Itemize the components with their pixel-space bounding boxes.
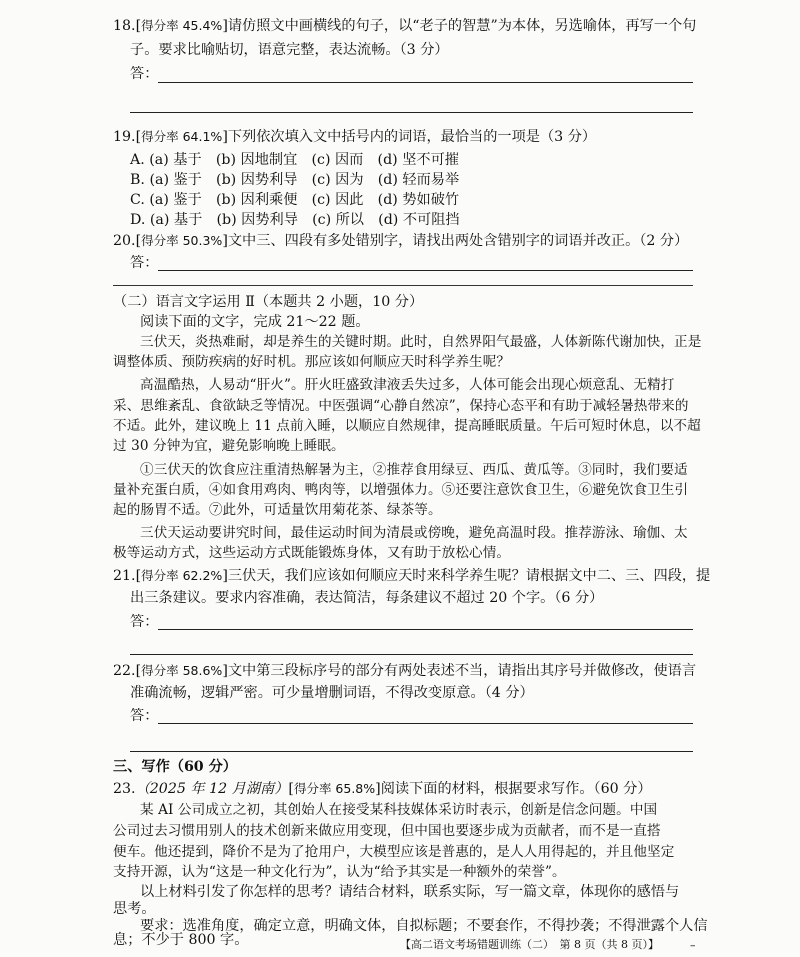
- score-rate-badge: 得分率 65.8%: [293, 781, 376, 796]
- section-divider: [113, 285, 693, 286]
- answer-line[interactable]: [130, 112, 693, 113]
- passage-line: 调整体质、预防疾病的好时机。那应该如何顺应天时科学养生呢？: [113, 354, 511, 370]
- question-number: 21.: [113, 568, 136, 584]
- score-rate-badge: 得分率 64.1%: [141, 129, 223, 144]
- passage-line: 不适。此外，建议晚上 11 点前入睡，以顺应自然规律，提高睡眠质量。午后可短时休息，以不超: [113, 418, 701, 434]
- question-number: 19.: [113, 129, 136, 145]
- material-line: 便车。他还提到，降价不是为了抢用户，大模型应该是普惠的，是人人用得起的，并且他坚定: [113, 844, 675, 860]
- passage-line: 采、思维紊乱、食欲缺乏等情况。中医强调“心静自然凉”，保持心态平和有助于减轻暑热带来的: [113, 398, 689, 414]
- answer-line[interactable]: [130, 751, 693, 752]
- page-footer: 【高二语文考场错题训练（二） 第 8 页（共 8 页）】: [400, 938, 659, 951]
- question-text: 文中第三段标序号的部分有两处表述不当，请指出其序号并做修改，使语言: [227, 663, 697, 679]
- question-text: 下列依次填入文中括号内的词语，最恰当的一项是（3 分）: [227, 129, 597, 145]
- answer-label: 答：: [130, 66, 159, 82]
- reading-intro: 阅读下面的文字，完成 21～22 题。: [140, 314, 370, 330]
- writing-requirement: 要求：选准角度，确定立意，明确文体，自拟标题；不要套作，不得抄袭；不得泄露个人信: [140, 918, 708, 934]
- question-text: 文中三、四段有多处错别字，请找出两处含错别字的词语并改正。（2 分）: [227, 233, 689, 249]
- option-c: C. (a) 鉴于 (b) 因利乘便 (c) 因此 (d) 势如破竹: [130, 192, 460, 208]
- question-22-line-1: 22.[得分率 58.6%]文中第三段标序号的部分有两处表述不当，请指出其序号并做修改，使语言: [113, 663, 697, 679]
- section-heading: 三、写作（60 分）: [113, 759, 237, 775]
- section-heading: （二）语言文字运用 Ⅱ（本题共 2 小题，10 分）: [113, 294, 424, 310]
- answer-label: 答：: [130, 614, 159, 630]
- material-line: 支持开源，认为“这是一种文化行为”，认为“给予其实是一种额外的荣誉”。: [113, 864, 566, 880]
- option-a: A. (a) 基于 (b) 因地制宜 (c) 因而 (d) 坚不可摧: [130, 152, 459, 168]
- passage-line: 过 30 分钟为宜，避免影响晚上睡眠。: [113, 438, 345, 454]
- writing-requirement: 息；不少于 800 字。: [113, 932, 249, 948]
- score-rate-badge: 得分率 62.2%: [141, 568, 223, 583]
- passage-line: ①三伏天的饮食应注重清热解暑为主，②推荐食用绿豆、西瓜、黄瓜等。③同时，我们要适: [140, 462, 688, 478]
- score-rate-badge: 得分率 58.6%: [141, 663, 223, 678]
- question-text: 阅读下面的材料，根据要求写作。（60 分）: [380, 781, 652, 797]
- question-18-line-1: 18.[得分率 45.4%]请仿照文中画横线的句子，以“老子的智慧”为本体，另选喻体，再写一个句: [113, 18, 697, 34]
- question-number: 20.: [113, 233, 136, 249]
- question-text: 请仿照文中画横线的句子，以“老子的智慧”为本体，另选喻体，再写一个句: [227, 18, 697, 34]
- question-23-stem: 23.（2025 年 12 月湖南）[得分率 65.8%]阅读下面的材料，根据要求写作。（60 分）: [113, 781, 652, 797]
- score-rate-badge: 得分率 45.4%: [141, 18, 223, 33]
- question-22-line-2: 准确流畅，逻辑严密。可少量增删词语，不得改变原意。（4 分）: [130, 685, 534, 701]
- answer-label: 答：: [130, 255, 159, 271]
- question-21-line-2: 出三条建议。要求内容准确，表达简洁，每条建议不超过 20 个字。（6 分）: [130, 590, 604, 606]
- material-line: 公司过去习惯用别人的技术创新来做应用变现，但中国也要逐步成为贡献者，而不是一直搭: [113, 823, 661, 839]
- writing-prompt: 以上材料引发了你怎样的思考？请结合材料，联系实际，写一篇文章，体现你的感悟与: [140, 884, 680, 900]
- passage-line: 三伏天，炎热难耐，却是养生的关键时期。此时，自然界阳气最盛，人体新陈代谢加快，正是: [140, 334, 702, 350]
- option-b: B. (a) 鉴于 (b) 因势利导 (c) 因为 (d) 轻而易举: [130, 172, 460, 188]
- question-18-line-2: 子。要求比喻贴切，语意完整，表达流畅。（3 分）: [130, 42, 449, 58]
- passage-line: 量补充蛋白质，④如食用鸡肉、鸭肉等，以增强体力。⑤还要注意饮食卫生，⑥避免饮食卫生引: [113, 482, 689, 498]
- passage-line: 高温酷热，人易动“肝火”。肝火旺盛致津液丢失过多，人体可能会出现心烦意乱、无精打: [140, 377, 675, 393]
- answer-line[interactable]: [130, 654, 693, 655]
- question-19-stem: 19.[得分率 64.1%]下列依次填入文中括号内的词语，最恰当的一项是（3 分）: [113, 129, 597, 145]
- question-text: 三伏天，我们应该如何顺应天时来科学养生呢？请根据文中二、三、四段，提: [227, 568, 711, 584]
- option-d: D. (a) 基于 (b) 因势利导 (c) 所以 (d) 不可阻挡: [130, 212, 460, 228]
- answer-line[interactable]: [158, 82, 693, 83]
- corner-mark: –: [690, 939, 696, 952]
- question-number: 23.: [113, 781, 136, 797]
- passage-line: 三伏天运动要讲究时间，最佳运动时间为清晨或傍晚，避免高温时段。推荐游泳、瑜伽、太: [140, 525, 688, 541]
- question-number: 18.: [113, 18, 136, 34]
- question-number: 22.: [113, 663, 136, 679]
- material-line: 某 AI 公司成立之初，其创始人在接受某科技媒体采访时表示，创新是信念问题。中国: [140, 802, 658, 818]
- answer-line[interactable]: [158, 723, 693, 724]
- question-source: （2025 年 12 月湖南）: [135, 781, 289, 797]
- passage-line: 极等运动方式，这些运动方式既能锻炼身体，又有助于放松心情。: [113, 545, 511, 561]
- passage-line: 起的肠胃不适。⑦此外，可适量饮用菊花茶、绿茶等。: [113, 502, 442, 518]
- question-21-line-1: 21.[得分率 62.2%]三伏天，我们应该如何顺应天时来科学养生呢？请根据文中二、三、四段，提: [113, 568, 711, 584]
- answer-line[interactable]: [158, 629, 693, 630]
- writing-prompt: 思考。: [113, 901, 156, 917]
- question-20-stem: 20.[得分率 50.3%]文中三、四段有多处错别字，请找出两处含错别字的词语并改正。（2 分）: [113, 233, 689, 249]
- answer-label: 答：: [130, 708, 159, 724]
- answer-line[interactable]: [158, 270, 693, 271]
- score-rate-badge: 得分率 50.3%: [141, 233, 223, 248]
